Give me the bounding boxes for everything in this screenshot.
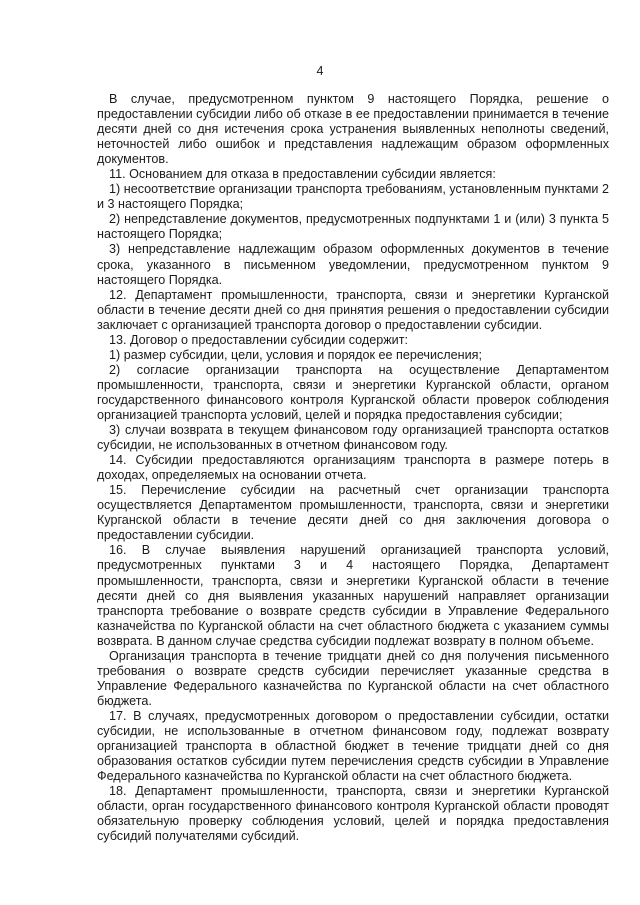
paragraph-11-item-3: 3) непредставление надлежащим образом оформленных документов в течение срока, указанного в письменном уведомлении, предусмотренном пунктом 9 настоящего Порядка. [97,242,609,287]
paragraph-12-agreement: 12. Департамент промышленности, транспорта, связи и энергетики Курганской области в течение десяти дней со дня принятия решения о предоставлении субсидии заключает с организацией транспорта договор о предоставлении субсидии. [97,287,609,332]
paragraph-16-refund: Организация транспорта в течение тридцати дней со дня получения письменного требования о возврате средств субсидии перечисляет указанные средства в Управление Федерального казначейства по Курганской области на счет областного бюджета. [97,648,609,708]
paragraph-13-agreement-contents: 13. Договор о предоставлении субсидии содержит: [109,332,408,347]
paragraph-11-item-1: 1) несоответствие организации транспорта требованиям, установленным пунктами 2 и 3 настоящего Порядка; [97,182,609,212]
paragraph-13-item-1: 1) размер субсидии, цели, условия и порядок ее перечисления; [109,347,482,362]
page-number: 4 [316,64,324,78]
paragraph-17-remainders: 17. В случаях, предусмотренных договором о предоставлении субсидии, остатки субсидии, не использованные в отчетном финансовом году, подлежат возврату организацией транспорта в областной бюджет в течение тридцати дней со дня образования остатков субсидии путем перечисления средств субсидии в Управление Федерального казначейства по Курганской области на счет областного бюджета. [97,708,609,784]
paragraph-18-inspection: 18. Департамент промышленности, транспорта, связи и энергетики Курганской области, орган государственного финансового контроля Курганской области проводят обязательную проверку соблюдения условий, целей и порядка предоставления субсидий получателями субсидий. [97,784,609,844]
paragraph-15-transfer: 15. Перечисление субсидии на расчетный счет организации транспорта осуществляется Департаментом промышленности, транспорта, связи и энергетики Курганской области в течение десяти дней со дня заключения договора о предоставлении субсидии. [97,483,609,543]
paragraph-decision-timing: В случае, предусмотренном пунктом 9 настоящего Порядка, решение о предоставлении субсидии либо об отказе в ее предоставлении принимается в течение десяти дней со дня истечения срока устранения выявленных неполноты сведений, неточностей либо ошибок и представления надлежащим образом оформленных документов. [97,92,609,167]
paragraph-13-item-3: 3) случаи возврата в текущем финансовом году организацией транспорта остатков субсидии, не использованных в отчетном финансовом году. [97,423,609,453]
paragraph-11-refusal-grounds: 11. Основанием для отказа в предоставлении субсидии является: [109,167,496,182]
document-body [97,92,609,844]
paragraph-16-violations: 16. В случае выявления нарушений организацией транспорта условий, предусмотренных пунктами 3 и 4 настоящего Порядка, Департамент промышленности, транспорта, связи и энергетики Курганской области в течение десяти дней со дня выявления указанных нарушений направляет организации транспорта требование о возврате средств субсидии в Управление Федерального казначейства по Курганской области на счет областного бюджета с указанием суммы возврата. В данном случае средства субсидии подлежат возврату в полном объеме. [97,543,609,648]
paragraph-14-subsidy-amount: 14. Субсидии предоставляются организациям транспорта в размере потерь в доходах, определяемых на основании отчета. [97,453,609,483]
paragraph-13-item-2: 2) согласие организации транспорта на осуществление Департаментом промышленности, транспорта, связи и энергетики Курганской области, органом государственного финансового контроля Курганской области проверок соблюдения организацией транспорта условий, целей и порядка предоставления субсидии; [97,362,609,422]
paragraph-11-item-2: 2) непредставление документов, предусмотренных подпунктами 1 и (или) 3 пункта 5 настоящего Порядка; [97,212,609,242]
